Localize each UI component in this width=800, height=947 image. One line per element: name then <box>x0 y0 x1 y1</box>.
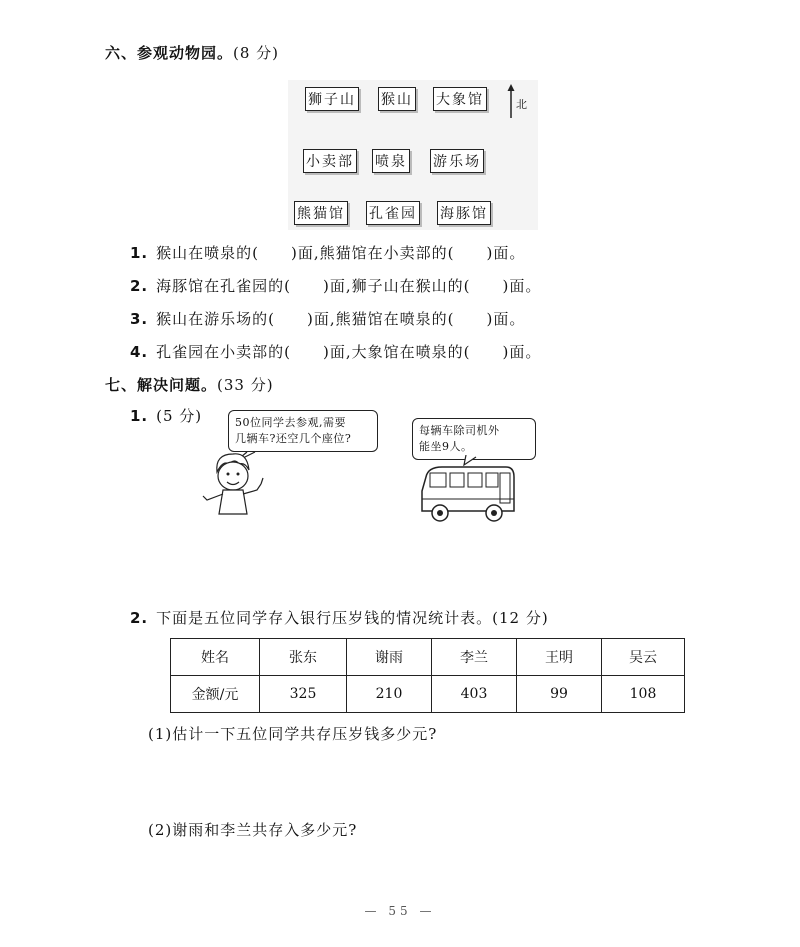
map-label-elephant-hall: 大象馆 <box>433 87 487 111</box>
table-cell: 张东 <box>260 639 347 676</box>
page-number: — 55 — <box>364 904 436 918</box>
table-cell: 99 <box>517 676 602 713</box>
child-speech-bubble: 50位同学去参观,需要 几辆车?还空几个座位? <box>228 410 378 452</box>
table-cell: 210 <box>347 676 432 713</box>
north-label: 北 <box>516 98 527 111</box>
map-label-dolphin-hall: 海豚馆 <box>437 201 491 225</box>
table-cell: 李兰 <box>432 639 517 676</box>
table-cell: 403 <box>432 676 517 713</box>
table-cell: 谢雨 <box>347 639 432 676</box>
question-6-2: 2. 海豚馆在孔雀园的( )面,狮子山在猴山的( )面。 <box>130 277 542 295</box>
child-illustration <box>195 440 275 520</box>
table-row <box>171 676 685 713</box>
table-cell: 姓名 <box>171 639 260 676</box>
section-7-title: 七、解决问题。(33 分) <box>105 376 274 394</box>
map-label-playground: 游乐场 <box>430 149 484 173</box>
question-7-1-header: 1. (5 分) <box>130 407 203 425</box>
map-label-panda-hall: 熊猫馆 <box>294 201 348 225</box>
table-header-row <box>171 639 685 676</box>
map-label-peacock-garden: 孔雀园 <box>366 201 420 225</box>
savings-table <box>170 638 685 713</box>
map-label-fountain: 喷泉 <box>372 149 410 173</box>
question-7-2-sub2: (2)谢雨和李兰共存入多少元? <box>148 821 358 839</box>
question-7-2-sub1: (1)估计一下五位同学共存压岁钱多少元? <box>148 725 438 743</box>
table-cell: 王明 <box>517 639 602 676</box>
map-label-lion-hill: 狮子山 <box>305 87 359 111</box>
north-arrow-icon <box>506 84 516 120</box>
table-cell: 108 <box>602 676 685 713</box>
map-label-monkey-hill: 猴山 <box>378 87 416 111</box>
table-cell: 325 <box>260 676 347 713</box>
table-cell: 吴云 <box>602 639 685 676</box>
bus-illustration <box>418 455 518 525</box>
question-6-1: 1. 猴山在喷泉的( )面,熊猫馆在小卖部的( )面。 <box>130 244 526 262</box>
question-6-4: 4. 孔雀园在小卖部的( )面,大象馆在喷泉的( )面。 <box>130 343 542 361</box>
question-7-2: 2. 下面是五位同学存入银行压岁钱的情况统计表。(12 分) <box>130 609 549 627</box>
map-label-shop: 小卖部 <box>303 149 357 173</box>
section-6-title: 六、参观动物园。(8 分) <box>105 44 280 62</box>
bus-speech-bubble: 每辆车除司机外 能坐9人。 <box>412 418 536 460</box>
question-6-3: 3. 猴山在游乐场的( )面,熊猫馆在喷泉的( )面。 <box>130 310 526 328</box>
table-cell: 金额/元 <box>171 676 260 713</box>
